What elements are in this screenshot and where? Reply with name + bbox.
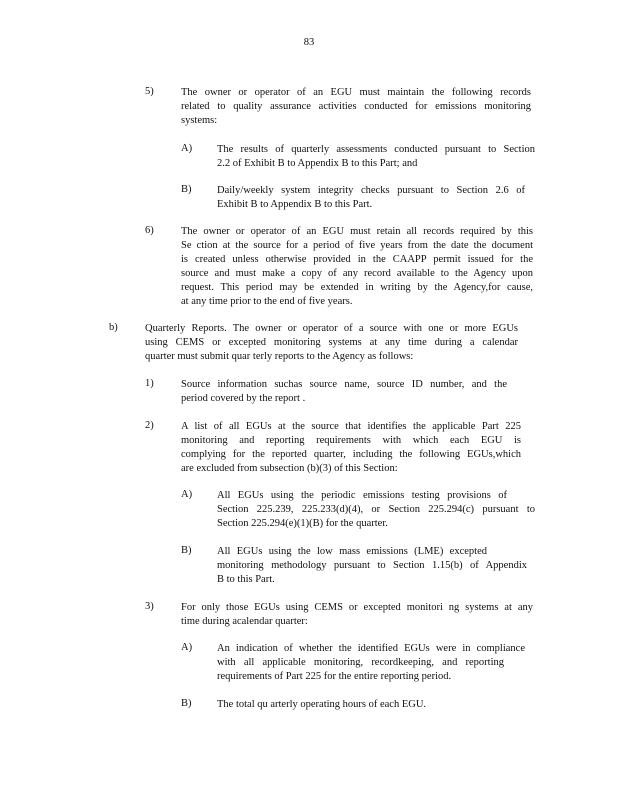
item-text [181, 378, 507, 406]
text-line: Source information suchas source name, source ID number, and the [181, 379, 507, 390]
text-line: complying for the reported quarter, including the following EGUs,which [181, 449, 521, 460]
text-line: Daily/weekly system integrity checks pursuant to Section 2.6 of [217, 185, 525, 196]
item-text [181, 601, 533, 629]
text-line: The owner or operator of an EGU must maintain the following records [181, 87, 531, 98]
text-line: period covered by the report . [181, 393, 306, 404]
item-label: 3) [145, 601, 154, 612]
item-label: 2) [145, 420, 154, 431]
text-line: Se ction at the source for a period of five years from the date the document [181, 240, 533, 251]
text-line: quarter must submit quar terly reports to the Agency as follows: [145, 351, 414, 362]
text-line: The total qu arterly operating hours of each EGU. [217, 699, 427, 710]
text-line: 2.2 of Exhibit B to Appendix B to this Part; and [217, 158, 418, 169]
item-text [217, 545, 527, 587]
item-text [217, 698, 457, 712]
item-label: A) [181, 489, 193, 500]
text-line: time during acalendar quarter: [181, 616, 308, 627]
text-line: systems: [181, 115, 218, 126]
item-label: b) [109, 322, 118, 333]
item-text [217, 184, 525, 212]
text-line: monitoring methodology pursuant to Section 1.15(b) of Appendix [217, 560, 527, 571]
text-line: request. This period may be extended in writing by the Agency,for cause, [181, 282, 533, 293]
text-line: Section 225.239, 225.233(d)(4), or Section 225.294(c) pursuant to [217, 504, 535, 515]
item-label: A) [181, 143, 193, 154]
text-line: B to this Part. [217, 574, 275, 585]
text-line: Quarterly Reports. The owner or operator of a source with one or more EGUs [145, 323, 518, 334]
text-line: using CEMS or excepted monitoring systems at any time during a calendar [145, 337, 518, 348]
text-line: All EGUs using the periodic emissions testing provisions of [217, 490, 507, 501]
text-line: Section 225.294(e)(1)(B) for the quarter. [217, 518, 388, 529]
item-label: A) [181, 642, 193, 653]
item-text [217, 642, 525, 684]
page-number: 83 [303, 37, 315, 48]
item-label: 5) [145, 86, 154, 97]
text-line: related to quality assurance activities conducted for emissions monitoring [181, 101, 531, 112]
text-line: Exhibit B to Appendix B to this Part. [217, 199, 373, 210]
text-line: are excluded from subsection (b)(3) of this Section: [181, 463, 398, 474]
text-line: with all applicable monitoring, recordkeeping, and reporting [217, 657, 504, 668]
item-text [145, 322, 518, 364]
text-line: at any time prior to the end of five years. [181, 296, 353, 307]
text-line: monitoring and reporting requirements with which each EGU is [181, 435, 521, 446]
text-line: requirements of Part 225 for the entire reporting period. [217, 671, 452, 682]
item-text [181, 225, 533, 309]
text-line: A list of all EGUs at the source that identifies the applicable Part 225 [181, 421, 521, 432]
text-line: All EGUs using the low mass emissions (LME) excepted [217, 546, 487, 557]
item-label: 1) [145, 378, 154, 389]
item-text [181, 420, 521, 476]
item-label: B) [181, 184, 192, 195]
text-line: is created unless otherwise provided in the CAAPP permit issued for the [181, 254, 533, 265]
text-line: For only those EGUs using CEMS or excepted monitori ng systems at any [181, 602, 533, 613]
text-line: source and must make a copy of any record available to the Agency upon [181, 268, 533, 279]
text-line: The owner or operator of an EGU must retain all records required by this [181, 226, 533, 237]
item-text [217, 143, 535, 171]
item-label: B) [181, 545, 192, 556]
item-label: 6) [145, 225, 154, 236]
item-text [217, 489, 535, 531]
text-line: An indication of whether the identified EGUs were in compliance [217, 643, 525, 654]
item-text [181, 86, 531, 128]
item-label: B) [181, 698, 192, 709]
text-line: The results of quarterly assessments conducted pursuant to Section [217, 144, 535, 155]
